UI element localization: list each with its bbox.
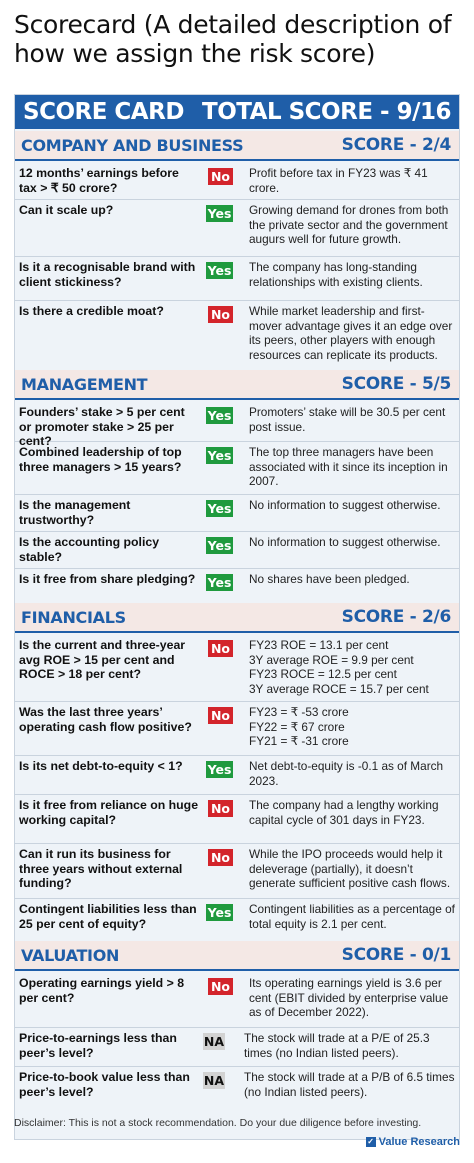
section-header-management <box>15 370 459 400</box>
table-row <box>15 899 459 938</box>
section-score: SCORE - 2/6 <box>341 607 451 627</box>
table-row <box>15 1067 459 1107</box>
brand-name: Value Research <box>378 1136 460 1148</box>
section-score: SCORE - 5/5 <box>341 374 451 394</box>
verdict-badge: NA <box>203 1073 225 1088</box>
question: Can it run its business for three years without external funding? <box>19 847 183 890</box>
question: 12 months’ earnings before tax > ₹ 50 crore? <box>19 166 179 195</box>
verdict-badge: Yes <box>207 762 232 777</box>
verdict-badge: Yes <box>207 538 232 553</box>
verdict-badge: Yes <box>207 206 232 221</box>
answer: FY23 ROE = 13.1 per cent 3Y average ROE = 9.9 per cent FY23 ROCE = 12.5 per cent 3Y average ROCE = 15.7 per cent <box>249 638 429 696</box>
question: Is it free from reliance on huge working capital? <box>19 798 199 827</box>
table-row <box>15 756 459 795</box>
answer: Contingent liabilities as a percentage of total equity is 2.1 per cent. <box>249 902 455 931</box>
answer: FY23 = ₹ -53 crore FY22 = ₹ 67 crore FY21 = ₹ -31 crore <box>249 705 349 748</box>
section-title: FINANCIALS <box>21 607 126 627</box>
section-score: SCORE - 2/4 <box>341 135 451 155</box>
total-score: TOTAL SCORE - 9/16 <box>202 99 451 125</box>
table-row <box>15 301 459 367</box>
verdict-badge: No <box>208 306 233 323</box>
question: Is the management trustworthy? <box>19 498 131 527</box>
question: Was the last three years’ operating cash flow positive? <box>19 705 192 734</box>
question: Founders’ stake > 5 per cent or promoter stake > 25 per cent? <box>19 405 185 448</box>
question: Price-to-book value less than peer’s level? <box>19 1070 190 1099</box>
answer: While the IPO proceeds would help it deleverage (partially), it doesn’t generate sufficient positive cash flows. <box>249 847 451 890</box>
answer: Net debt-to-equity is -0.1 as of March 2023. <box>249 759 444 788</box>
section-score: SCORE - 0/1 <box>341 945 451 965</box>
question: Is the accounting policy stable? <box>19 535 160 564</box>
table-row <box>15 257 459 301</box>
verdict-badge: Yes <box>207 448 232 463</box>
table-row <box>15 532 459 569</box>
verdict-badge: Yes <box>207 263 232 278</box>
answer: The top three managers have been associated with it since its inception in 2007. <box>249 445 448 488</box>
disclaimer: Disclaimer: This is not a stock recommendation. Do your due diligence before investing. <box>14 1117 422 1129</box>
verdict-badge: Yes <box>207 575 232 590</box>
verdict-badge: No <box>208 640 233 657</box>
section-header-financials <box>15 603 459 633</box>
answer: Promoters’ stake will be 30.5 per cent post issue. <box>249 405 446 434</box>
verdict-badge: No <box>208 168 233 185</box>
verdict-badge: Yes <box>207 501 232 516</box>
question: Contingent liabilities less than 25 per cent of equity? <box>19 902 197 931</box>
table-row <box>15 702 459 756</box>
verdict-badge: No <box>208 800 233 817</box>
answer: No information to suggest otherwise. <box>249 535 441 549</box>
table-row <box>15 200 459 257</box>
verdict-badge: No <box>208 849 233 866</box>
verdict-badge: NA <box>203 1034 225 1049</box>
verdict-badge: No <box>208 707 233 724</box>
table-row <box>15 495 459 532</box>
answer: While market leadership and first-mover advantage gives it an edge over its peers, other players with enough resources can replicate its products. <box>249 304 453 362</box>
table-row <box>15 795 459 844</box>
answer: Profit before tax in FY23 was ₹ 41 crore. <box>249 166 428 195</box>
section-title: VALUATION <box>21 945 120 965</box>
table-row <box>15 442 459 495</box>
check-icon: ✓ <box>367 1137 374 1146</box>
table-row <box>15 844 459 899</box>
question: Is there a credible moat? <box>19 304 164 318</box>
table-row <box>15 1028 459 1067</box>
verdict-badge: No <box>208 978 233 995</box>
score-card <box>14 94 460 1140</box>
question: Is it a recognisable brand with client stickiness? <box>19 260 196 289</box>
verdict-badge: Yes <box>207 905 232 920</box>
answer: The stock will trade at a P/E of 25.3 times (no Indian listed peers). <box>244 1031 430 1060</box>
score-card-label: SCORE CARD <box>23 99 184 125</box>
answer: No shares have been pledged. <box>249 572 410 586</box>
answer: The stock will trade at a P/B of 6.5 times (no Indian listed peers). <box>244 1070 455 1099</box>
section-header-company <box>15 131 459 161</box>
table-row <box>15 163 459 200</box>
brand-logo <box>366 1136 460 1148</box>
table-row <box>15 402 459 448</box>
question: Operating earnings yield > 8 per cent? <box>19 976 185 1005</box>
answer: Growing demand for drones from both the private sector and the government augurs well for future growth. <box>249 203 449 246</box>
page-title: Scorecard (A detailed description of how we assign the risk score) <box>14 10 452 68</box>
question: Combined leadership of top three managers > 15 years? <box>19 445 182 474</box>
section-title: COMPANY AND BUSINESS <box>21 135 244 155</box>
answer: Its operating earnings yield is 3.6 per cent (EBIT divided by enterprise value as of December 2022). <box>249 976 449 1019</box>
table-row <box>15 569 459 599</box>
table-row <box>15 973 459 1028</box>
question: Can it scale up? <box>19 203 114 217</box>
question: Is its net debt-to-equity < 1? <box>19 759 183 773</box>
question: Is it free from share pledging? <box>19 572 196 586</box>
section-header-valuation <box>15 941 459 971</box>
score-card-header <box>15 95 459 129</box>
answer: The company had a lengthy working capital cycle of 301 days in FY23. <box>249 798 439 827</box>
verdict-badge: Yes <box>207 408 232 423</box>
answer: The company has long-standing relationships with existing clients. <box>249 260 423 289</box>
table-row <box>15 635 459 702</box>
question: Is the current and three-year avg ROE > 15 per cent and ROCE > 18 per cent? <box>19 638 186 681</box>
question: Price-to-earnings less than peer’s level? <box>19 1031 177 1060</box>
section-title: MANAGEMENT <box>21 374 148 394</box>
answer: No information to suggest otherwise. <box>249 498 441 512</box>
